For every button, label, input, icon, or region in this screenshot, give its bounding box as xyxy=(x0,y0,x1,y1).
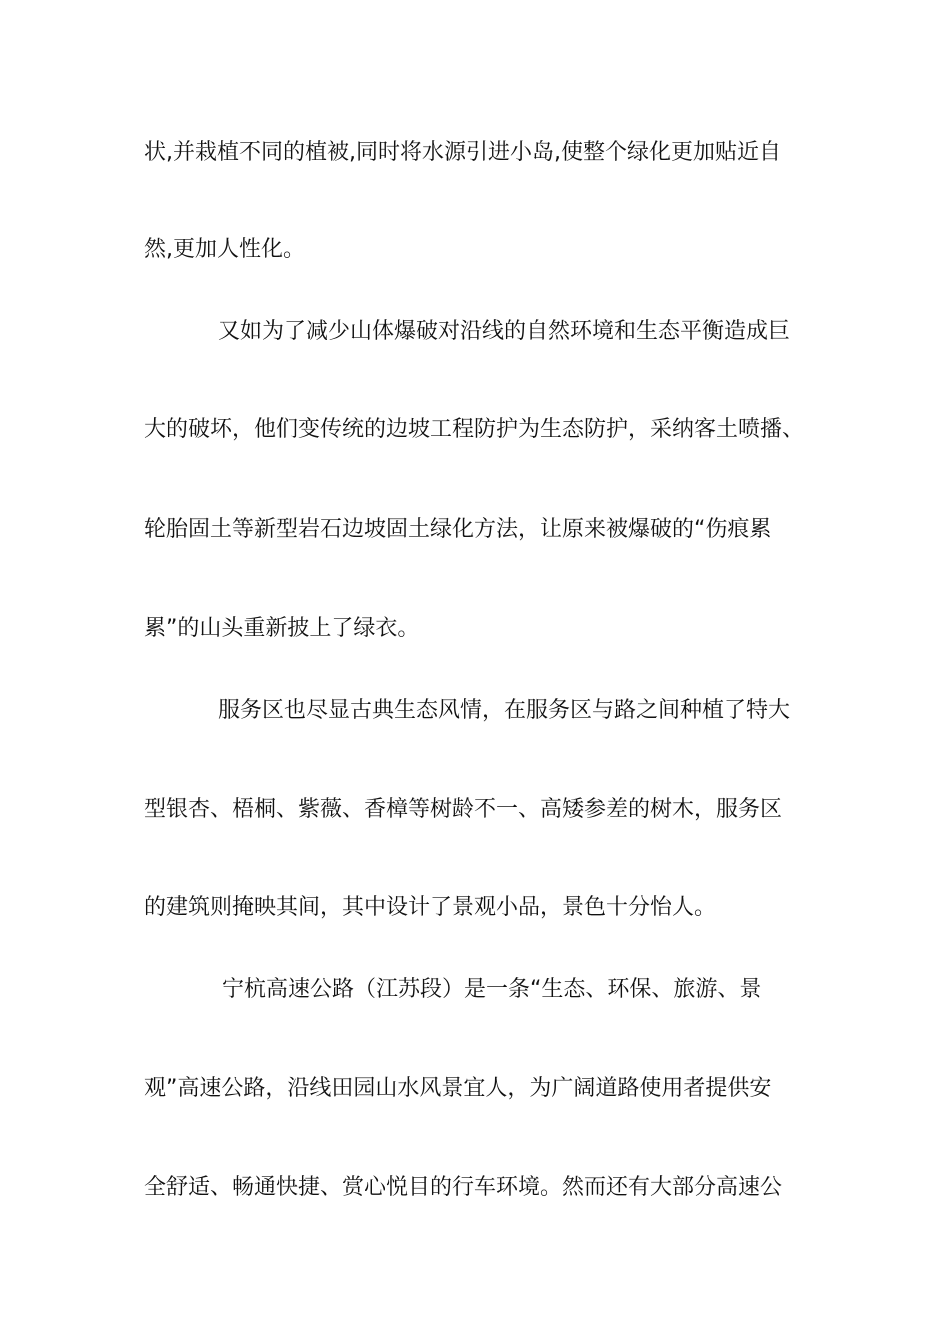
text-line: 轮胎固土等新型岩石边坡固土绿化方法，让原来被爆破的“伤痕累 xyxy=(144,517,772,542)
paragraph-start-line: 又如为了减少山体爆破对沿线的自然环境和生态平衡造成巨 xyxy=(218,319,791,344)
text-line: 全舒适、畅通快捷、赏心悦目的行车环境。然而还有大部分高速公 xyxy=(144,1175,783,1200)
text-line: 累”的山头重新披上了绿衣。 xyxy=(144,616,420,641)
paragraph-start-line: 服务区也尽显古典生态风情，在服务区与路之间种植了特大 xyxy=(218,698,791,723)
text-line: 状,并栽植不同的植被,同时将水源引进小岛,使整个绿化更加贴近自 xyxy=(144,140,781,165)
text-line: 然,更加人性化。 xyxy=(144,237,305,262)
paragraph-start-line: 宁杭高速公路（江苏段）是一条“生态、环保、旅游、景 xyxy=(222,977,762,1002)
text-line: 大的破坏，他们变传统的边坡工程防护为生态防护，采纳客土喷播、 xyxy=(144,417,805,442)
text-line: 观”高速公路，沿线田园山水风景宜人，为广阔道路使用者提供安 xyxy=(144,1076,772,1101)
text-line: 型银杏、梧桐、紫薇、香樟等树龄不一、高矮参差的树木，服务区 xyxy=(144,797,783,822)
text-line: 的建筑则掩映其间，其中设计了景观小品，景色十分怡人。 xyxy=(144,895,717,920)
